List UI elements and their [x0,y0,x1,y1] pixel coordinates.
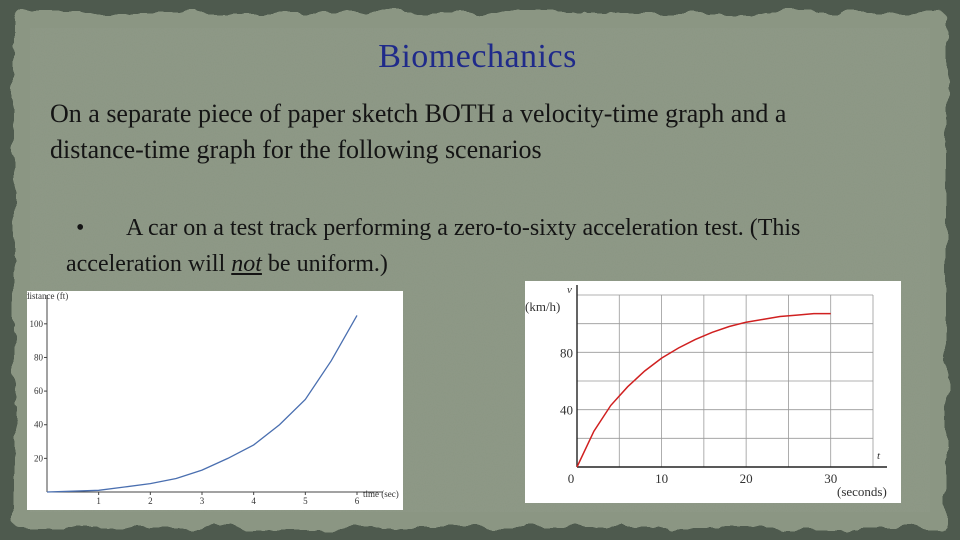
x-tick-label: 10 [655,471,669,486]
y-tick-label: 80 [34,352,43,363]
x-axis-label: time (sec) [363,489,399,499]
intro-text: On a separate piece of paper sketch BOTH a velocity-time graph and a distance-time graph for the following scenarios [50,99,787,164]
x-tick-label: 30 [824,471,838,486]
x-axis-label: (seconds) [837,484,887,499]
x-tick-label: 3 [199,496,205,506]
y-axis-label: (km/h) [525,299,561,314]
y-tick-label: 80 [560,345,573,361]
y-axis-label: distance (ft) [27,291,69,301]
distance-time-chart [27,291,403,510]
x-tick-label: 1 [96,496,101,506]
y-tick-label: 100 [29,318,43,329]
velocity-time-chart [525,281,901,503]
x-tick-label: 4 [251,496,256,506]
distance-time-graph [27,291,403,510]
bullet-text-end: be uniform.) [261,251,388,277]
x-tick-label: 0 [567,471,575,486]
bullet-item [66,210,886,282]
y-tick-label: 60 [34,386,43,397]
x-axis-symbol: t [877,450,881,462]
bullet-text: A car on a test track performing a zero-to-sixty acceleration test. (This acceleration will [66,215,801,277]
slide-title: Biomechanics [378,38,577,75]
y-tick-label: 40 [34,419,43,430]
distance-curve [47,315,357,492]
x-tick-label: 20 [739,471,753,486]
y-tick-label: 20 [34,453,43,464]
x-tick-label: 6 [354,496,360,506]
y-tick-label: 40 [560,402,573,418]
velocity-time-graph [525,281,901,503]
bullet-marker: • [76,215,85,241]
y-axis-symbol: v [567,284,572,296]
x-tick-label: 5 [303,496,308,506]
x-tick-label: 2 [148,496,153,506]
bullet-emphasis: not [231,251,262,277]
